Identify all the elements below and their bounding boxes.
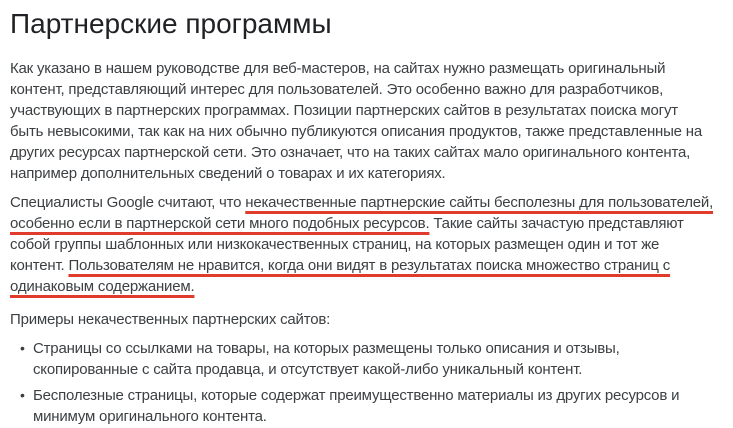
text-segment: Специалисты Google считают, что xyxy=(10,194,246,211)
text-segment: Такие сайты зачастую представляют собой группы шаблонных или низкокачественных страниц, на которых размещен один и тот же контент. xyxy=(10,215,684,274)
page-title: Партнерские программы xyxy=(10,8,332,39)
red-underlined-text: некачественные партнерские сайты бесполезны для пользователей, особенно если в партнерской сети много подобных ресурсов. xyxy=(10,194,714,232)
list-item: • Бесполезные страницы, которые содержат преимущественно материалы из других ресурсов и минимум оригинального контента. xyxy=(10,385,715,427)
examples-heading: Примеры некачественных партнерских сайтов: xyxy=(10,311,331,328)
examples-list xyxy=(10,338,715,427)
red-underlined-text: Пользователям не нравится, когда они видят в результатах поиска множество страниц с одинаковым содержанием. xyxy=(10,257,671,295)
paragraph-intro: Как указано в нашем руководстве для веб-мастеров, на сайтах нужно размещать оригинальный контент, представляющий интерес для пользователей. Это особенно важно для разработчиков, участвующих в партнерских программах. Позиции партнерских сайтов в результатах поиска могут быть невысокими, так как на них обычно публикуются описания продуктов, также представленные на других ресурсах партнерской сети. Это означает, что на таких сайтах мало оригинального контента, например дополнительных сведений о товарах и их категориях. xyxy=(10,60,703,182)
paragraph-quality-note xyxy=(10,192,715,297)
list-item: • Страницы со ссылками на товары, на которых размещены только описания и отзывы, скопированные с сайта продавца, и отсутствует какой-либо уникальный контент. xyxy=(10,338,715,380)
